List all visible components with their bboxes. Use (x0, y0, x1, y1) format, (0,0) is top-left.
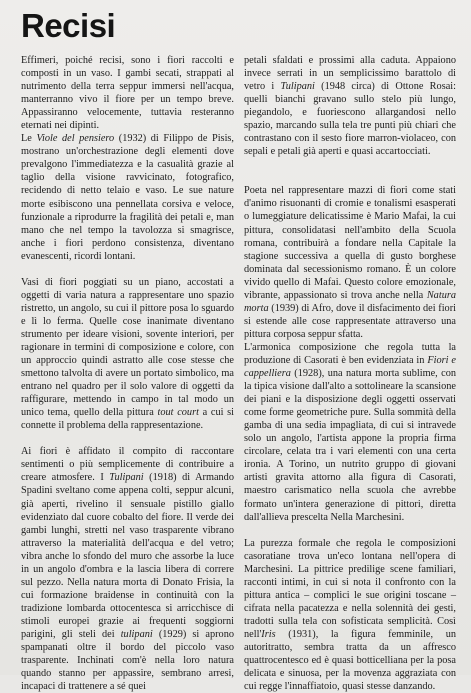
paragraph-spadini-frisia: Ai fiori è affidato il compito di raccontare sentimenti o più semplicemente di contribuire a creare atmosfere. I Tulipani (1918) di Armando Spadini sveltano come appena colti, seppur alcuni, già aperti, rivelino il sensuale pistillo giallo evidenziato dal cuore cobalto del fiore. Il verde dei gambi lunghi, stretti nel vaso trasparente vibrano attraverso la materialità dell'acqua e del vetro; vibra anche lo sfondo del muro che assorbe la luce in un angolo d'ombra e la lascia libera di correre sul pezzo. Nella natura morta di Donato Frisia, la cui formazione braidense in continuità con la tradizione lombarda ottocentesca si arricchisce di stimoli europei grazie ai frequenti soggiorni parigini, gli steli dei tulipani (1929) si aprono spampanati oltre il bordo del piccolo vaso trasparente. Inchinati com'è nella loro natura quando stanno per appassire, sembrano arresi, incapaci di trattenere a sé quei (21, 446, 234, 693)
paragraph-mafai-afro: Poeta nel rappresentare mazzi di fiori come stati d'animo risuonanti di cromie e tonalismi esasperati o lumeggiature delicatissime è Mario Mafai, la cui pittura, consolidatasi nell'ambito della Scuola romana, contribuirà a fondare nella Capitale la stagione successiva a quella di gusto borghese dominata dal secessionismo romano. È un colore vivido quello di Mafai. Questo colore emozionale, vibrante, appassionato si trova anche nella Natura morta (1939) di Afro, dove il disfacimento dei fiori si estende alle cose rappresentate attraverso una pittura corposa seppur sfatta. (244, 185, 456, 340)
paragraph-de-pisis: Le Viole del pensiero (1932) di Filippo de Pisis, mostrano un'orchestrazione degli elementi dove prevalgono l'immediatezza e la casualità grazie al taglio della visione ravvicinato, fotografico, recidendo di netto telaio e vaso. Le sue nature morte esibiscono una pennellata corsiva e veloce, funzionale a riprodurre la fragilità dei petali e, man mano che nel tempo la tavolozza si smagrisce, anche i fiori perdono consistenza, diventano evanescenti, ricordi lontani. (21, 133, 235, 262)
paragraph-marchesini: La purezza formale che regola le composizioni casoratiane trova un'eco lontana nell'opera di Marchesini. La pittrice predilige scene familiari, racconti intimi, in cui si nota il confronto con la pittura antica – complici le sue origini toscane – cifrata nella pacatezza e nella solennità dei gesti, tradotti sulla tela con sofisticata semplicità. Così nell'Iris (1931), la figura femminile, un autoritratto, sembra tratta da un affresco quattrocentesco ed è quasi botticelliana per la posa delicata e sinuosa, per la movenza aggraziata con cui regge l'innaffiatoio, quasi stesse danzando. (244, 537, 456, 693)
paragraph-casorati: L'armonica composizione che regola tutta la produzione di Casorati è ben evidenziata in Fiori e cappelliera (1928), una natura morta sublime, con la tipica visione dall'alto a sottolineare la scansione dei piani e la disposizione degli oggetti osservati come forme geometriche pure. Sulla sommità della gamba di una sedia impagliata, di cui si intravede solo un angolo, l'artista appone la propria firma circolare, celata tra i vari elementi con una certa ironia. A Torino, un nutrito gruppo di giovani artisti gravita attorno alla figura di Casorati, maestro carismatico nella scuola che avrebbe formato un'intera generazione di pittori, diretta dall'allieva prescelta Nella Marchesini. (244, 341, 456, 523)
page-title: Recisi (21, 7, 116, 44)
left-column (21, 54, 234, 693)
paragraph-rosai: petali sfaldati e prossimi alla caduta. Appaiono invece serrati in un semplicissimo barattolo di vetro i Tulipani (1948 circa) di Ottone Rosai: quelli bianchi gravano sullo stelo più lungo, piegandolo, e fuoriescono allargandosi nello spazio, marcando sulla tela tre punti più chiari che contrastano con il sesto fiore marron-violaceo, con sepali e petali già aperti e quasi accartocciati. (244, 55, 456, 158)
paragraph-ephemeral: Effimeri, poiché recisi, sono i fiori raccolti e composti in un vaso. I gambi secati, strappati al nutrimento della terra seppur immersi nell'acqua, manterranno vivo il fiore per un tempo breve. Appassiranno velocemente, tuttavia resteranno eternati nei dipinti. (21, 55, 234, 132)
right-column (244, 54, 456, 693)
paragraph-vases: Vasi di fiori poggiati su un piano, accostati a oggetti di varia natura a rappresentare uno spazio ristretto, un angolo, su cui il pittore posa lo sguardo e lì lo ferma. Quelle cose inanimate diventano strumento per ideare visioni, sovente interiori, per ragionare in termini di composizione e colore, con un approccio quindi astratto alle cose stesse che smettono talvolta di avere un portato simbolico, ma entrano nel quadro per il solo valore di oggetti da raffigurare, mettendo in campo in tal modo un unico tema, quello della pittura tout court a cui si connette il problema della rappresentazione. (21, 276, 234, 432)
